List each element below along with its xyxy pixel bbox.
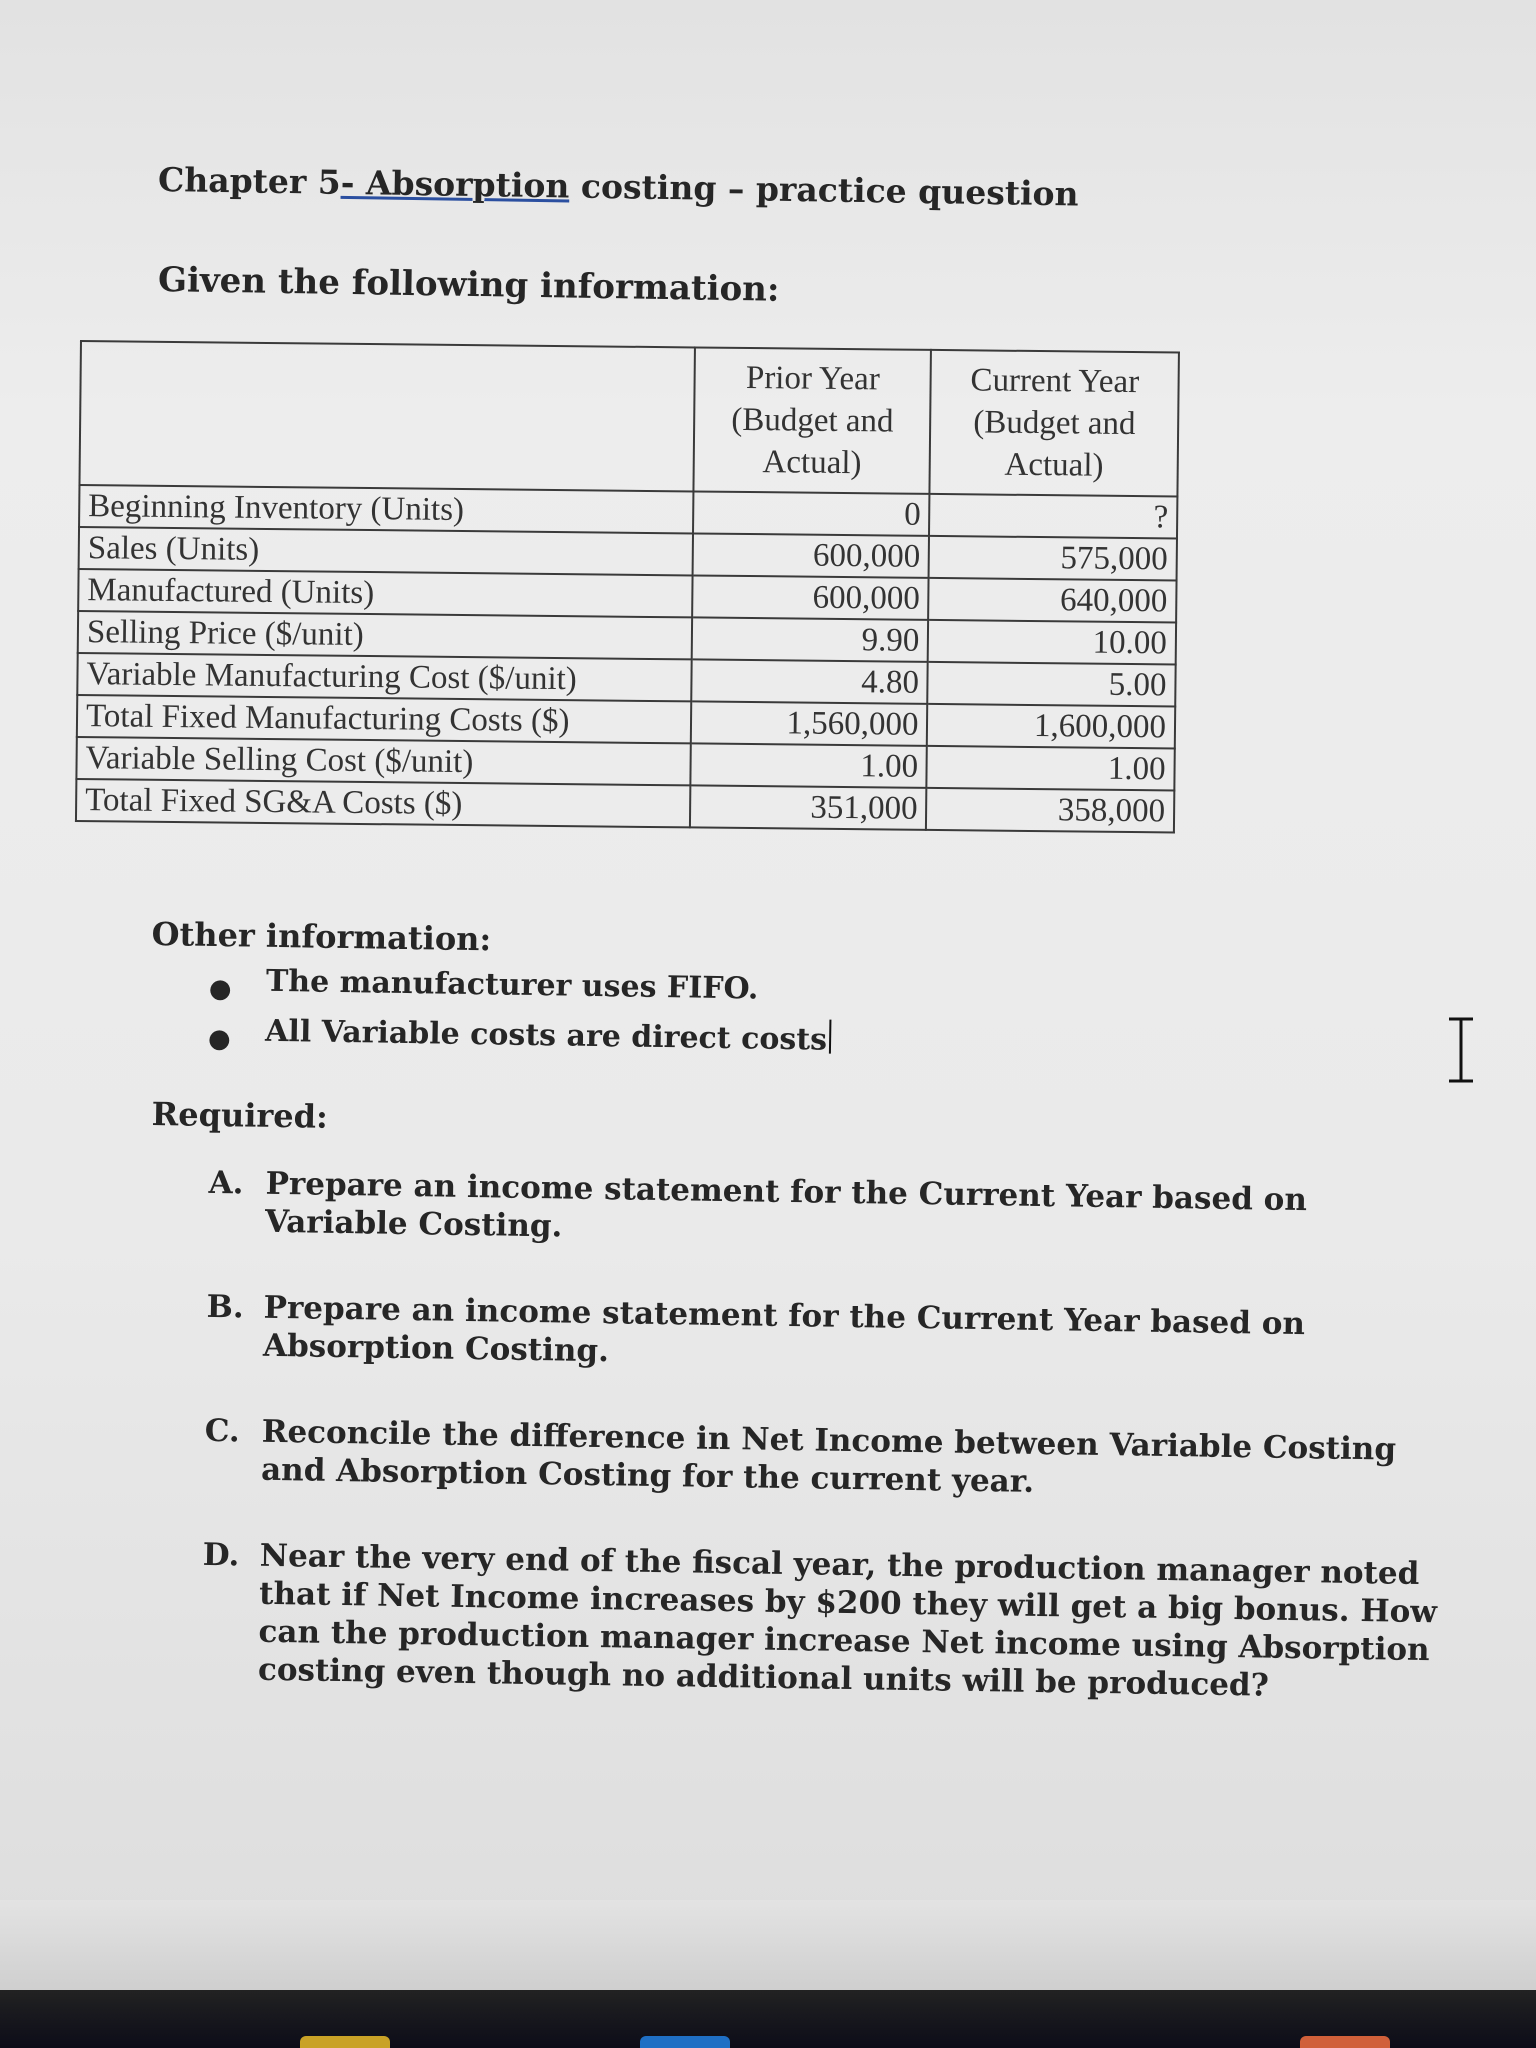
row-current-value: 1,600,000 [927, 704, 1175, 749]
row-current-value: 358,000 [926, 788, 1174, 833]
row-prior-value: 351,000 [690, 785, 927, 829]
row-label: Total Fixed SG&A Costs ($) [76, 779, 690, 827]
row-prior-value: 9.90 [692, 617, 929, 661]
required-section [142, 1095, 1452, 1755]
row-label: Beginning Inventory (Units) [79, 485, 693, 533]
other-information-heading: Other information: [151, 915, 492, 959]
text-caret-icon [829, 1020, 832, 1054]
list-item[interactable] [208, 961, 1352, 1020]
row-prior-value: 0 [693, 491, 930, 535]
title-suffix: costing – practice question [569, 166, 1079, 214]
item-text: Prepare an income statement for the Current Year based on Absorption Costing. [262, 1289, 1306, 1370]
page-title [158, 160, 1079, 213]
taskbar-app-icon[interactable] [640, 2036, 730, 2048]
data-table-wrapper [75, 340, 1180, 833]
row-prior-value: 4.80 [691, 659, 928, 703]
row-label: Manufactured (Units) [78, 569, 692, 617]
row-current-value: 575,000 [929, 536, 1177, 581]
item-text: Near the very end of the fiscal year, the production manager noted that if Net Income increases by $200 they will get a big bonus. How can the production manager increase Net income using Absorption costing even though no additional units will be produced? [257, 1537, 1438, 1704]
ibeam-cursor-icon [1441, 1015, 1481, 1085]
row-prior-value: 1.00 [690, 743, 927, 787]
bullet-icon: ● [207, 1023, 231, 1055]
required-list [143, 1163, 1451, 1707]
row-prior-value: 1,560,000 [691, 701, 928, 745]
row-prior-value: 600,000 [692, 575, 929, 619]
given-heading: Given the following information: [157, 260, 780, 310]
required-heading: Required: [151, 1095, 329, 1136]
item-text: Prepare an income statement for the Current Year based on Variable Costing. [264, 1165, 1308, 1245]
row-label: Variable Selling Cost ($/unit) [76, 737, 690, 785]
item-letter: B. [206, 1288, 244, 1326]
row-current-value: 10.00 [928, 620, 1176, 665]
title-highlight: - Absorption [340, 162, 570, 206]
item-letter: A. [208, 1164, 244, 1202]
table-header-blank [79, 341, 694, 491]
list-item[interactable] [146, 1411, 1447, 1507]
table-header-current: Current Year (Budget and Actual) [930, 350, 1179, 497]
table-header-prior: Prior Year (Budget and Actual) [693, 347, 931, 493]
page-bottom-margin [0, 1900, 1536, 1990]
item-text: Reconcile the difference in Net Income between Variable Costing and Absorption Costing for the current year. [260, 1413, 1397, 1500]
row-current-value: 640,000 [929, 578, 1177, 623]
list-item-text: The manufacturer uses FIFO. [265, 963, 759, 1007]
taskbar [0, 1990, 1536, 2048]
table-header-row [79, 341, 1178, 496]
data-table [75, 340, 1180, 833]
taskbar-app-icon[interactable] [300, 2036, 390, 2048]
title-prefix: Chapter 5 [157, 160, 342, 202]
item-letter: D. [202, 1536, 240, 1574]
list-item[interactable] [150, 1163, 1451, 1259]
list-item[interactable] [207, 1011, 1351, 1070]
row-label: Variable Manufacturing Cost ($/unit) [77, 653, 691, 701]
row-current-value: ? [929, 494, 1177, 539]
list-item-text: All Variable costs are direct costs [264, 1013, 828, 1058]
taskbar-app-icon[interactable] [1300, 2036, 1390, 2048]
list-item[interactable] [143, 1535, 1445, 1707]
row-prior-value: 600,000 [693, 533, 930, 577]
list-item[interactable] [148, 1287, 1449, 1383]
row-label: Selling Price ($/unit) [78, 611, 692, 659]
row-current-value: 5.00 [928, 662, 1176, 707]
row-label: Total Fixed Manufacturing Costs ($) [77, 695, 691, 743]
row-label: Sales (Units) [79, 527, 693, 575]
other-information-section [150, 915, 1352, 1078]
item-letter: C. [204, 1412, 240, 1450]
bullet-icon: ● [208, 973, 232, 1005]
row-current-value: 1.00 [927, 746, 1175, 791]
other-information-list [150, 959, 1351, 1070]
